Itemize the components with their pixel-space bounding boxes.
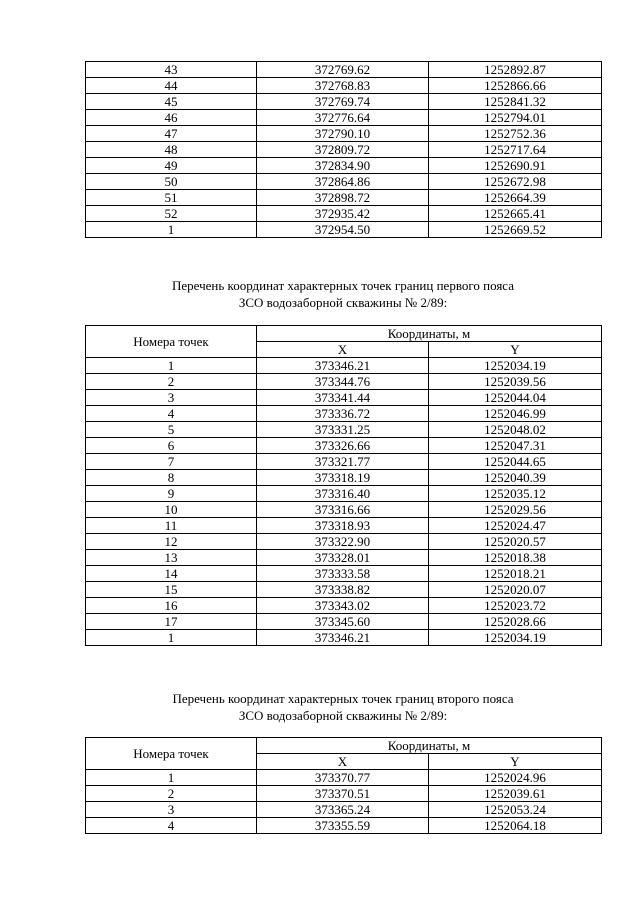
table-body xyxy=(86,358,602,646)
x-coordinate-cell: 373344.76 xyxy=(257,374,429,390)
point-number-cell: 50 xyxy=(86,174,257,190)
point-number-cell: 2 xyxy=(86,374,257,390)
point-number-cell: 3 xyxy=(86,390,257,406)
point-number-cell: 46 xyxy=(86,110,257,126)
point-number-cell: 52 xyxy=(86,206,257,222)
column-header-coordinates: Координаты, м xyxy=(257,326,602,342)
y-coordinate-cell: 1252665.41 xyxy=(429,206,602,222)
x-coordinate-cell: 373370.51 xyxy=(257,786,429,802)
table-row xyxy=(86,550,602,566)
point-number-cell: 48 xyxy=(86,142,257,158)
table-row xyxy=(86,438,602,454)
x-coordinate-cell: 373370.77 xyxy=(257,770,429,786)
y-coordinate-cell: 1252794.01 xyxy=(429,110,602,126)
y-coordinate-cell: 1252717.64 xyxy=(429,142,602,158)
y-coordinate-cell: 1252035.12 xyxy=(429,486,602,502)
table-row xyxy=(86,802,602,818)
table-row xyxy=(86,614,602,630)
table-row xyxy=(86,518,602,534)
y-coordinate-cell: 1252020.07 xyxy=(429,582,602,598)
x-coordinate-cell: 372935.42 xyxy=(257,206,429,222)
x-coordinate-cell: 373341.44 xyxy=(257,390,429,406)
x-coordinate-cell: 372834.90 xyxy=(257,158,429,174)
x-coordinate-cell: 373322.90 xyxy=(257,534,429,550)
point-number-cell: 43 xyxy=(86,62,257,78)
y-coordinate-cell: 1252672.98 xyxy=(429,174,602,190)
table-row xyxy=(86,206,602,222)
table-row xyxy=(86,786,602,802)
column-header-y: Y xyxy=(429,342,602,358)
section-caption-second-belt xyxy=(85,690,601,724)
y-coordinate-cell: 1252841.32 xyxy=(429,94,602,110)
point-number-cell: 12 xyxy=(86,534,257,550)
coordinates-table-second-belt xyxy=(85,737,602,834)
column-header-y: Y xyxy=(429,754,602,770)
point-number-cell: 4 xyxy=(86,406,257,422)
table-row xyxy=(86,534,602,550)
table-row xyxy=(86,158,602,174)
table-row xyxy=(86,190,602,206)
y-coordinate-cell: 1252039.56 xyxy=(429,374,602,390)
point-number-cell: 6 xyxy=(86,438,257,454)
table-row xyxy=(86,422,602,438)
y-coordinate-cell: 1252044.04 xyxy=(429,390,602,406)
x-coordinate-cell: 372864.86 xyxy=(257,174,429,190)
x-coordinate-cell: 373346.21 xyxy=(257,630,429,646)
section-caption-first-belt xyxy=(85,277,601,311)
table-row xyxy=(86,582,602,598)
point-number-cell: 7 xyxy=(86,454,257,470)
table-row xyxy=(86,454,602,470)
coordinates-table-first-belt xyxy=(85,325,602,646)
table-row xyxy=(86,566,602,582)
y-coordinate-cell: 1252892.87 xyxy=(429,62,602,78)
table-row xyxy=(86,598,602,614)
table-body xyxy=(86,770,602,834)
y-coordinate-cell: 1252053.24 xyxy=(429,802,602,818)
x-coordinate-cell: 372776.64 xyxy=(257,110,429,126)
column-header-x: X xyxy=(257,754,429,770)
x-coordinate-cell: 372769.62 xyxy=(257,62,429,78)
point-number-cell: 15 xyxy=(86,582,257,598)
point-number-cell: 44 xyxy=(86,78,257,94)
point-number-cell: 1 xyxy=(86,222,257,238)
x-coordinate-cell: 373328.01 xyxy=(257,550,429,566)
table-row xyxy=(86,374,602,390)
x-coordinate-cell: 373318.19 xyxy=(257,470,429,486)
caption-line: Перечень координат характерных точек границ первого пояса xyxy=(171,278,515,293)
x-coordinate-cell: 372790.10 xyxy=(257,126,429,142)
x-coordinate-cell: 373336.72 xyxy=(257,406,429,422)
point-number-cell: 51 xyxy=(86,190,257,206)
x-coordinate-cell: 373316.66 xyxy=(257,502,429,518)
x-coordinate-cell: 373365.24 xyxy=(257,802,429,818)
y-coordinate-cell: 1252664.39 xyxy=(429,190,602,206)
x-coordinate-cell: 373331.25 xyxy=(257,422,429,438)
point-number-cell: 1 xyxy=(86,770,257,786)
y-coordinate-cell: 1252690.91 xyxy=(429,158,602,174)
table-row xyxy=(86,770,602,786)
table-row xyxy=(86,126,602,142)
table-row xyxy=(86,390,602,406)
point-number-cell: 1 xyxy=(86,630,257,646)
y-coordinate-cell: 1252020.57 xyxy=(429,534,602,550)
x-coordinate-cell: 372809.72 xyxy=(257,142,429,158)
y-coordinate-cell: 1252044.65 xyxy=(429,454,602,470)
table-row xyxy=(86,470,602,486)
y-coordinate-cell: 1252669.52 xyxy=(429,222,602,238)
y-coordinate-cell: 1252023.72 xyxy=(429,598,602,614)
point-number-cell: 3 xyxy=(86,802,257,818)
point-number-cell: 11 xyxy=(86,518,257,534)
table-row xyxy=(86,502,602,518)
caption-line: ЗСО водозаборной скважины № 2/89: xyxy=(238,295,448,310)
table-row xyxy=(86,142,602,158)
table-row xyxy=(86,94,602,110)
point-number-cell: 5 xyxy=(86,422,257,438)
x-coordinate-cell: 373321.77 xyxy=(257,454,429,470)
y-coordinate-cell: 1252024.96 xyxy=(429,770,602,786)
table-row xyxy=(86,174,602,190)
point-number-cell: 2 xyxy=(86,786,257,802)
x-coordinate-cell: 372954.50 xyxy=(257,222,429,238)
point-number-cell: 1 xyxy=(86,358,257,374)
x-coordinate-cell: 373346.21 xyxy=(257,358,429,374)
y-coordinate-cell: 1252866.66 xyxy=(429,78,602,94)
point-number-cell: 47 xyxy=(86,126,257,142)
x-coordinate-cell: 373333.58 xyxy=(257,566,429,582)
point-number-cell: 4 xyxy=(86,818,257,834)
point-number-cell: 13 xyxy=(86,550,257,566)
point-number-cell: 14 xyxy=(86,566,257,582)
y-coordinate-cell: 1252034.19 xyxy=(429,358,602,374)
point-number-cell: 10 xyxy=(86,502,257,518)
y-coordinate-cell: 1252018.38 xyxy=(429,550,602,566)
x-coordinate-cell: 373345.60 xyxy=(257,614,429,630)
y-coordinate-cell: 1252029.56 xyxy=(429,502,602,518)
table-row xyxy=(86,78,602,94)
y-coordinate-cell: 1252040.39 xyxy=(429,470,602,486)
column-header-points: Номера точек xyxy=(86,738,257,770)
table-body xyxy=(86,62,602,238)
table-row xyxy=(86,406,602,422)
x-coordinate-cell: 372898.72 xyxy=(257,190,429,206)
point-number-cell: 49 xyxy=(86,158,257,174)
point-number-cell: 9 xyxy=(86,486,257,502)
point-number-cell: 16 xyxy=(86,598,257,614)
y-coordinate-cell: 1252039.61 xyxy=(429,786,602,802)
x-coordinate-cell: 373343.02 xyxy=(257,598,429,614)
y-coordinate-cell: 1252034.19 xyxy=(429,630,602,646)
table-row xyxy=(86,630,602,646)
x-coordinate-cell: 372769.74 xyxy=(257,94,429,110)
column-header-x: X xyxy=(257,342,429,358)
y-coordinate-cell: 1252018.21 xyxy=(429,566,602,582)
table-row xyxy=(86,222,602,238)
y-coordinate-cell: 1252028.66 xyxy=(429,614,602,630)
x-coordinate-cell: 373326.66 xyxy=(257,438,429,454)
point-number-cell: 17 xyxy=(86,614,257,630)
y-coordinate-cell: 1252048.02 xyxy=(429,422,602,438)
y-coordinate-cell: 1252024.47 xyxy=(429,518,602,534)
y-coordinate-cell: 1252064.18 xyxy=(429,818,602,834)
table-row xyxy=(86,358,602,374)
x-coordinate-cell: 373318.93 xyxy=(257,518,429,534)
x-coordinate-cell: 373316.40 xyxy=(257,486,429,502)
table-row xyxy=(86,486,602,502)
caption-line: ЗСО водозаборной скважины № 2/89: xyxy=(238,708,448,723)
point-number-cell: 8 xyxy=(86,470,257,486)
x-coordinate-cell: 373338.82 xyxy=(257,582,429,598)
y-coordinate-cell: 1252752.36 xyxy=(429,126,602,142)
caption-line: Перечень координат характерных точек границ второго пояса xyxy=(172,691,514,706)
point-number-cell: 45 xyxy=(86,94,257,110)
y-coordinate-cell: 1252047.31 xyxy=(429,438,602,454)
table-row xyxy=(86,62,602,78)
x-coordinate-cell: 372768.83 xyxy=(257,78,429,94)
table-row xyxy=(86,110,602,126)
column-header-coordinates: Координаты, м xyxy=(257,738,602,754)
coordinates-table-continuation xyxy=(85,61,602,238)
table-row xyxy=(86,818,602,834)
x-coordinate-cell: 373355.59 xyxy=(257,818,429,834)
y-coordinate-cell: 1252046.99 xyxy=(429,406,602,422)
column-header-points: Номера точек xyxy=(86,326,257,358)
